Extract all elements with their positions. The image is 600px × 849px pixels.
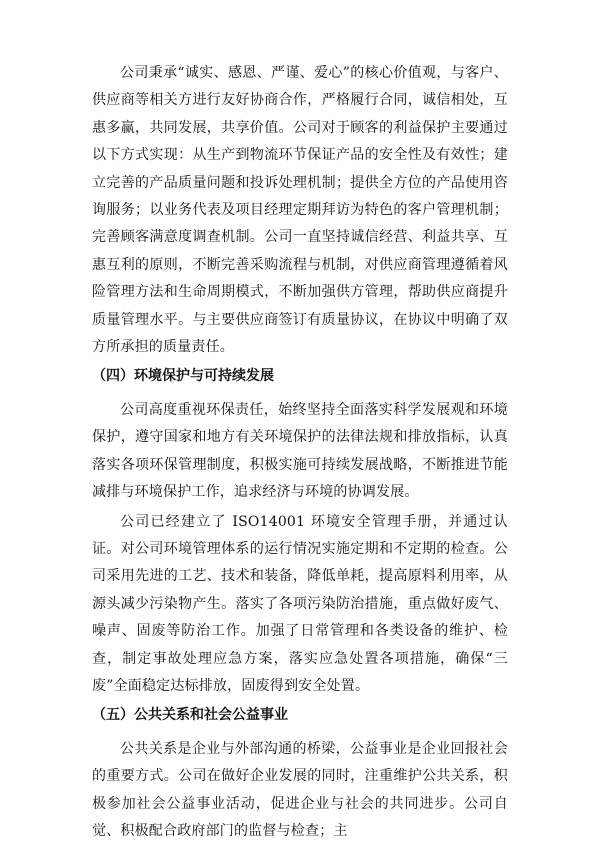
paragraph: 公司已经建立了 ISO14001 环境安全管理手册，并通过认证。对公司环境管理体系的运行情况实施定期和不定期的检查。公司采用先进的工艺、技术和装备，降低单耗，提高原料利用率，从源头减少污染物产生。落实了各项污染防治措施，重点做好废气、噪声、固废等防治工作。加强了日常管理和各类设备的维护、检查，制定事故处理应急方案，落实应急处置各项措施，确保“三废”全面稳定达标排放，固废得到安全处置。: [92, 513, 508, 694]
paragraph: 公司高度重视环保责任，始终坚持全面落实科学发展观和环境保护，遵守国家和地方有关环境保护的法律法规和排放指标，认真落实各项环保管理制度，积极实施可持续发展战略，不断推进节能减排与环境保护工作，追求经济与环境的协调发展。: [92, 401, 508, 501]
section-heading: （四）环境保护与可持续发展: [92, 368, 274, 385]
paragraph: 公司秉承“诚实、感恩、严谨、爱心”的核心价值观，与客户、供应商等相关方进行友好协商合作，严格履行合同，诚信相处，互惠多赢，共同发展，共享价值。公司对于顾客的利益保护主要通过以下方式实现：从生产到物流环节保证产品的安全性及有效性；建立完善的产品质量问题和投诉处理机制；提供全方位的产品使用咨询服务；以业务代表及项目经理定期拜访为特色的客户管理机制；完善顾客满意度调查机制。公司一直坚持诚信经营、利益共享、互惠互利的原则，不断完善采购流程与机制，对供应商管理遵循着风险管理方法和生命周期模式，不断加强供方管理，帮助供应商提升质量管理水平。与主要供应商签订有质量协议，在协议中明确了双方所承担的质量责任。: [92, 65, 508, 356]
section-heading: （五）公共关系和社会公益事业: [92, 707, 288, 724]
section-environment: [92, 363, 508, 700]
paragraph: 公共关系是企业与外部沟通的桥梁，公益事业是企业回报社会的重要方式。公司在做好企业发展的同时，注重维护公共关系，积极参加社会公益事业活动，促进企业与社会的共同进步。公司自觉、积极配合政府部门的监督与检查；主: [92, 740, 508, 839]
section-customer-supplier: [92, 60, 508, 361]
section-public-relations: [92, 702, 508, 845]
